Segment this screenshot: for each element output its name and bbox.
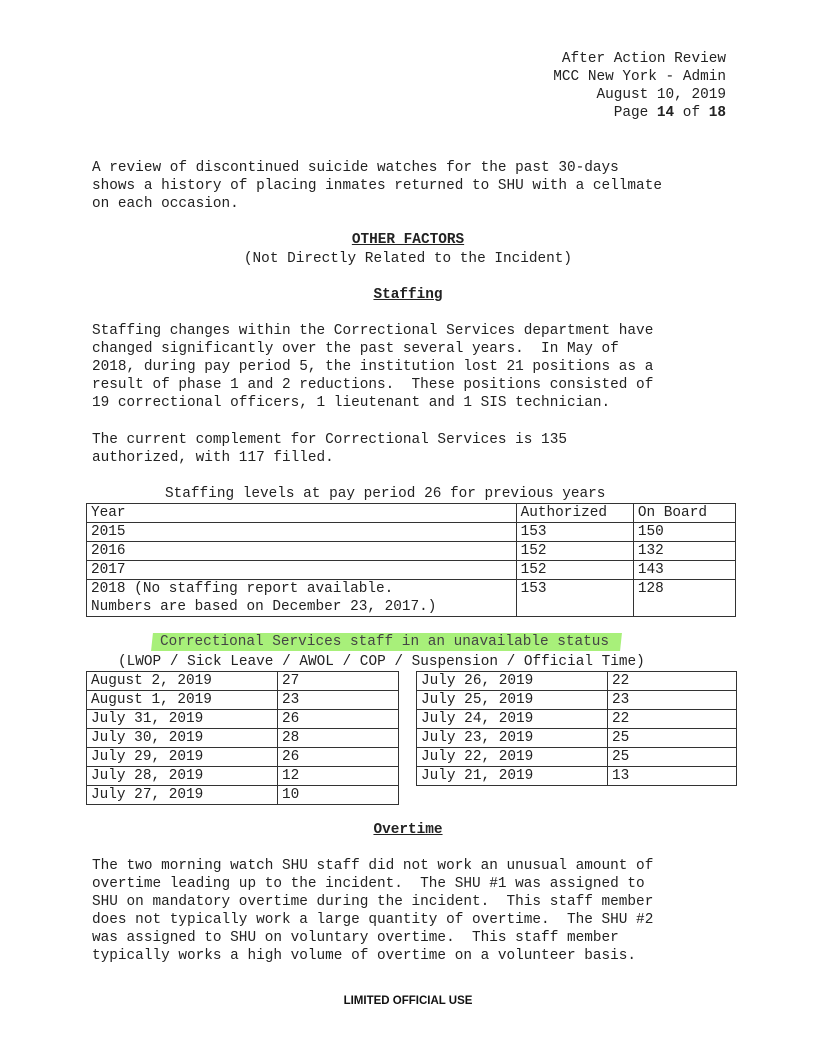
count-cell: 13 [608,767,737,786]
count-cell: 26 [278,710,399,729]
table-row [87,748,399,767]
authorized-cell: 152 [516,542,633,561]
table-row [417,691,737,710]
staffing-heading: Staffing [373,287,443,303]
count-cell: 25 [608,729,737,748]
year-cell: 2017 [87,561,517,580]
intro-paragraph: A review of discontinued suicide watches for the past 30-days shows a history of placing inmates returned to SHU with a cellmate on each occasion. [92,160,662,212]
table-row [417,672,737,691]
table-header-row [87,504,736,523]
staffing-paragraph: Staffing changes within the Correctional Services department have changed significantly over the past several years. In May of 2018, during pay period 5, the institution lost 21 positions as a result of phase 1 and 2 reductions. These positions consisted of 19 correctional officers, 1 lieutenant and 1 SIS technician. [92,323,654,411]
count-cell: 25 [608,748,737,767]
date-cell: July 29, 2019 [87,748,278,767]
column-header-year: Year [87,504,517,523]
count-cell: 28 [278,729,399,748]
table-row [417,710,737,729]
count-cell: 26 [278,748,399,767]
authorized-cell: 153 [516,523,633,542]
table-row [87,710,399,729]
date-cell: July 27, 2019 [87,786,278,805]
staffing-table-caption: Staffing levels at pay period 26 for previous years [165,486,606,502]
count-cell: 12 [278,767,399,786]
year-cell: 2016 [87,542,517,561]
date-cell: July 21, 2019 [417,767,608,786]
unavailable-table-left [86,671,399,805]
table-row [87,672,399,691]
other-factors-subtitle: (Not Directly Related to the Incident) [243,251,573,267]
table-row [87,691,399,710]
page-number: Page 14 of 18 [613,105,726,121]
on-board-cell: 128 [633,580,735,617]
staffing-table [86,503,736,617]
table-row [87,767,399,786]
header-title: After Action Review [561,51,726,67]
date-cell: July 24, 2019 [417,710,608,729]
date-cell: July 28, 2019 [87,767,278,786]
date-cell: July 26, 2019 [417,672,608,691]
table-row [87,580,736,617]
unavailable-status-subtitle: (LWOP / Sick Leave / AWOL / COP / Suspension / Official Time) [118,654,645,670]
on-board-cell: 132 [633,542,735,561]
unavailable-table-right [416,671,737,786]
document-header [553,50,726,122]
table-row [417,748,737,767]
on-board-cell: 150 [633,523,735,542]
count-cell: 22 [608,710,737,729]
year-cell: 2018 (No staffing report available. Numbers are based on December 23, 2017.) [87,580,517,617]
date-cell: July 22, 2019 [417,748,608,767]
date-cell: July 30, 2019 [87,729,278,748]
classification-footer: LIMITED OFFICIAL USE [343,995,473,1007]
header-date: August 10, 2019 [596,87,726,103]
on-board-cell: 143 [633,561,735,580]
count-cell: 27 [278,672,399,691]
table-row [87,729,399,748]
table-row [417,729,737,748]
overtime-paragraph: The two morning watch SHU staff did not work an unusual amount of overtime leading up to the incident. The SHU #1 was assigned to SHU on mandatory overtime during the incident. This staff member does not typically work a large quantity of overtime. The SHU #2 was assigned to SHU on voluntary overtime. This staff member typically works a high volume of overtime on a volunteer basis. [92,858,654,964]
count-cell: 22 [608,672,737,691]
count-cell: 10 [278,786,399,805]
table-row [87,786,399,805]
date-cell: July 31, 2019 [87,710,278,729]
date-cell: August 2, 2019 [87,672,278,691]
table-row [417,767,737,786]
overtime-heading: Overtime [373,822,443,838]
column-header-on-board: On Board [633,504,735,523]
table-row [87,542,736,561]
column-header-authorized: Authorized [516,504,633,523]
count-cell: 23 [278,691,399,710]
year-cell: 2015 [87,523,517,542]
authorized-cell: 153 [516,580,633,617]
date-cell: July 25, 2019 [417,691,608,710]
table-row [87,561,736,580]
authorized-cell: 152 [516,561,633,580]
table-row [87,523,736,542]
header-institution: MCC New York - Admin [553,69,726,85]
date-cell: July 23, 2019 [417,729,608,748]
date-cell: August 1, 2019 [87,691,278,710]
complement-paragraph: The current complement for Correctional Services is 135 authorized, with 117 filled. [92,432,567,466]
unavailable-status-heading: Correctional Services staff in an unavailable status [151,633,622,651]
other-factors-heading: OTHER FACTORS [351,232,465,248]
count-cell: 23 [608,691,737,710]
